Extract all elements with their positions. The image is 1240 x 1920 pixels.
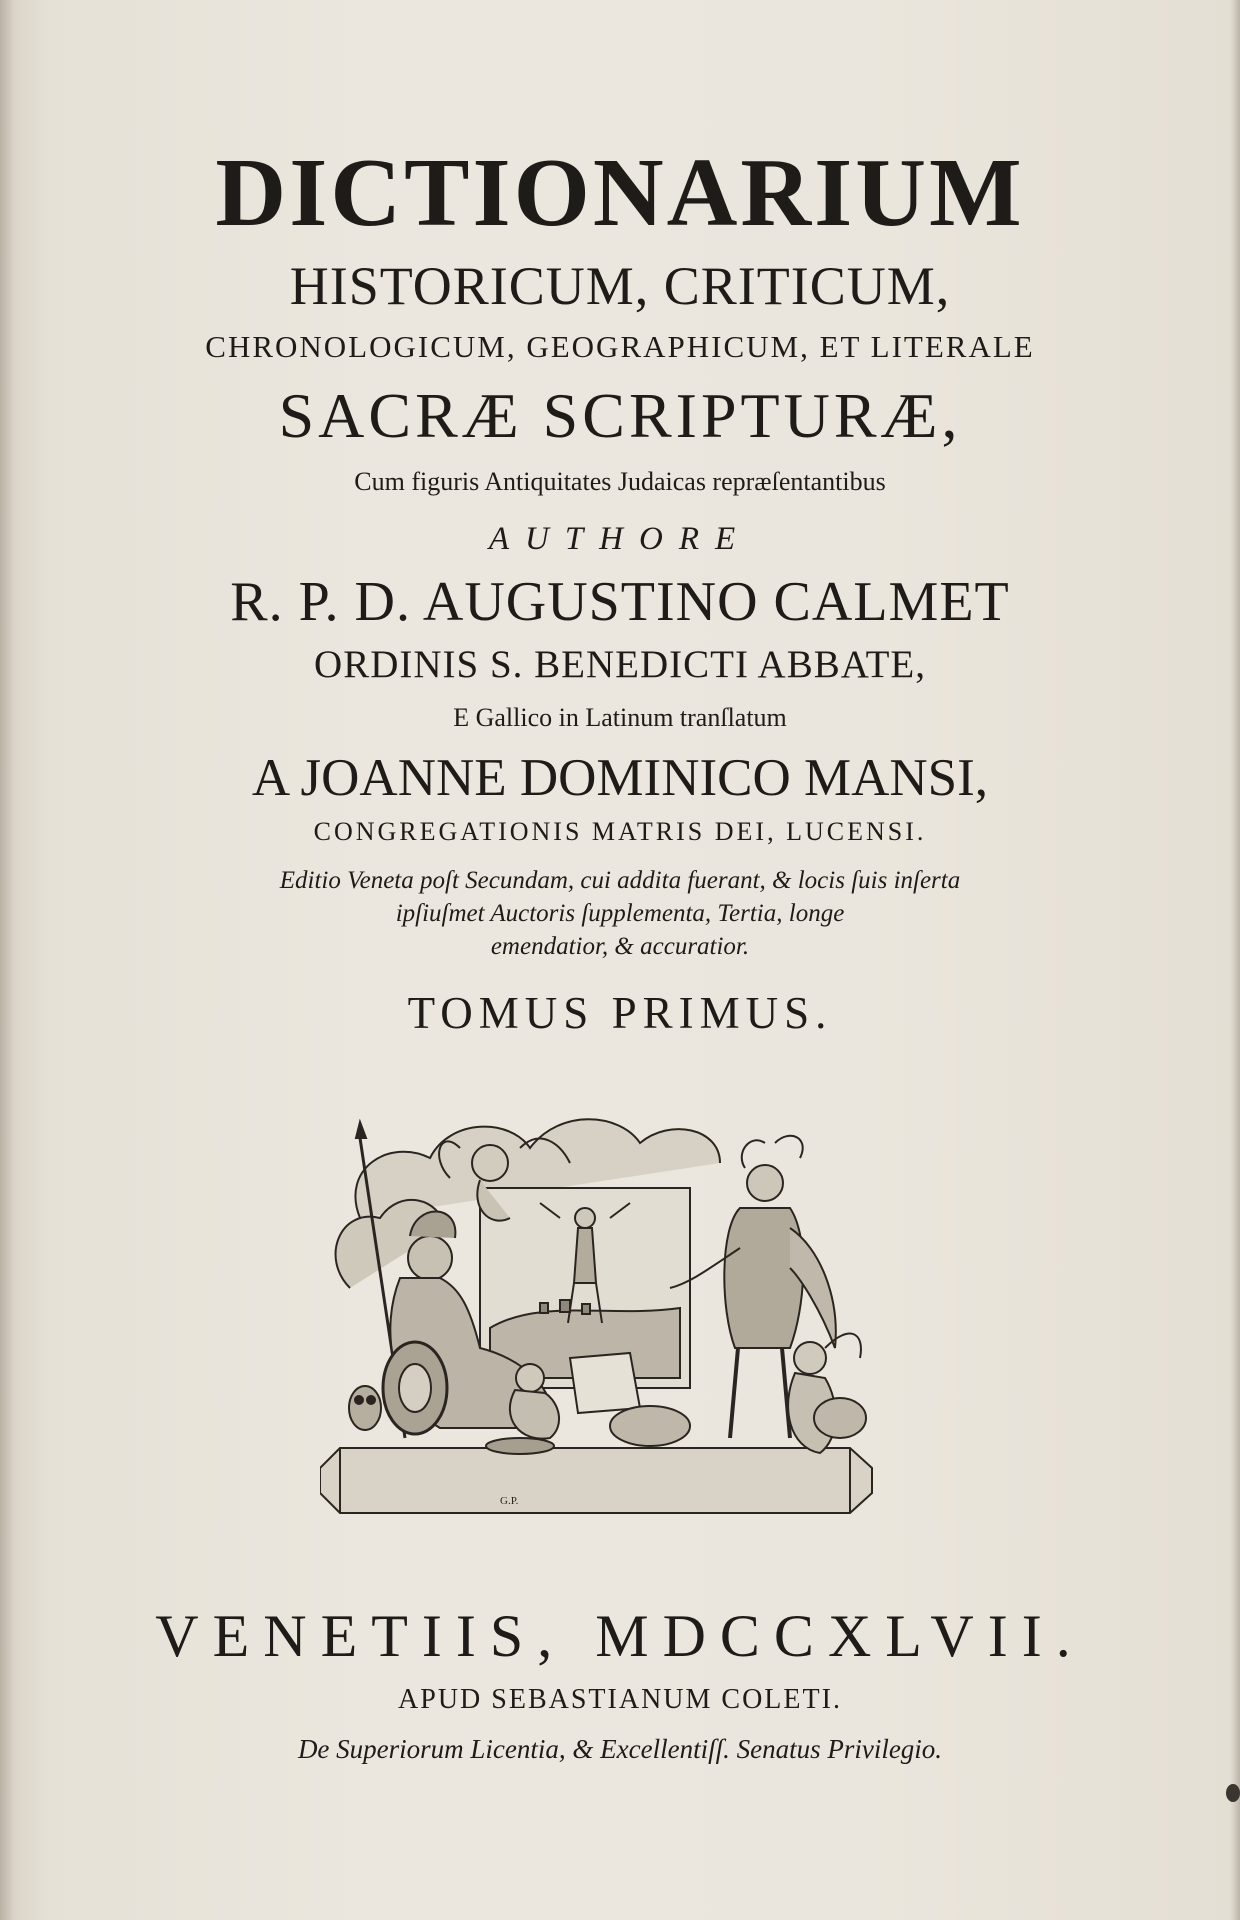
subtitle-sacrae-scripturae: SACRÆ SCRIPTURÆ, [278,380,962,451]
edition-line-2: ipſiuſmet Auctoris ſupplementa, Tertia, longe [395,900,845,927]
main-title: DICTIONARIUM [215,139,1025,247]
translator-congregation: CONGREGATIONIS MATRIS DEI, LUCENSI. [313,817,927,846]
subtitle-historicum: HISTORICUM, CRITICUM, [289,256,951,316]
author-name: R. P. D. AUGUSTINO CALMET [230,571,1010,633]
allegorical-printer-device-icon [320,1119,872,1513]
volume-label: TOMUS PRIMUS. [407,988,833,1038]
edition-line-1: Editio Veneta poſt Secundam, cui addita fuerant, & locis ſuis inſerta [279,867,961,894]
author-order: ORDINIS S. BENEDICTI ABBATE, [314,643,926,686]
imprint-place-date: VENETIIS, MDCCXLVII. [155,1603,1085,1669]
translation-note: E Gallico in Latinum tranſlatum [453,703,787,732]
imprint-printer: APUD SEBASTIANUM COLETI. [398,1684,842,1715]
translator-name: A JOANNE DOMINICO MANSI, [251,749,989,807]
ink-blot [1226,1784,1240,1802]
authore-label: AUTHORE [488,521,752,557]
edition-line-3: emendatior, & accuratior. [490,933,750,960]
printer-device-woodcut [320,1108,876,1520]
woodcut-initials: G.P. [500,1495,519,1507]
subtitle-chronologicum: CHRONOLOGICUM, GEOGRAPHICUM, ET LITERALE [205,329,1035,364]
subtitle-cum-figuris: Cum figuris Antiquitates Judaicas repræſentantibus [354,467,886,496]
imprint-license: De Superiorum Licentia, & Excellentiſſ. Senatus Privilegio. [297,1734,943,1764]
